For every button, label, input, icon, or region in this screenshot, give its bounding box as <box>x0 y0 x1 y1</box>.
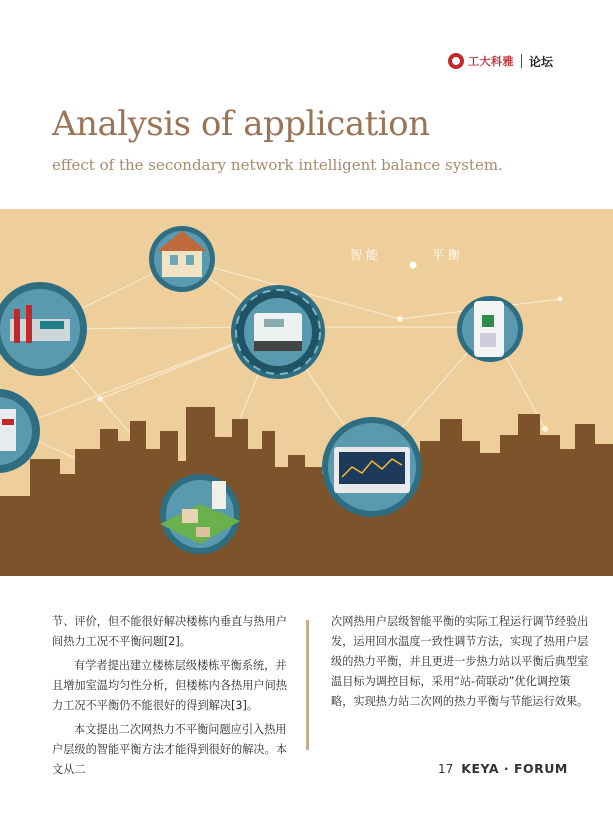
paragraph: 本文提出二次网热力不平衡问题应引入热用户层级的智能平衡方法才能得到很好的解决。本文从二 <box>52 723 287 776</box>
brand-name: 工大科雅 <box>468 55 514 68</box>
logo-separator <box>521 54 522 68</box>
body-column-left <box>52 612 292 784</box>
controller-icon <box>457 296 523 362</box>
page-number: 17 <box>438 761 454 776</box>
paragraph: 有学者提出建立楼栋层级楼栋平衡系统，并且增加室温均匀性分析，但楼栋内各热用户间热力工况不平衡仍不能很好的得到解决[3]。 <box>52 659 287 712</box>
monitoring-screen-icon <box>322 417 422 517</box>
column-divider <box>306 620 309 750</box>
illustration-banner <box>0 209 613 576</box>
label-dot <box>410 262 417 269</box>
paragraph: 次网热用户层级智能平衡的实际工程运行调节经验出发，运用回水温度一致性调节方法，实现了热用户层级的热力平衡，并且更进一步热力站以平衡后典型室温目标为调控目标，采用“站-荷联动”优化调控策略，实现热力站二次网的热力平衡与节能运行效果。 <box>331 615 589 708</box>
footer-brand: KEYA · FORUM <box>461 761 568 776</box>
brand-logo <box>448 50 553 72</box>
label-intelligent: 智 能 <box>350 248 378 262</box>
page-footer <box>438 761 568 776</box>
house-icon <box>149 226 215 292</box>
logo-icon <box>448 53 464 69</box>
page-subtitle: effect of the secondary network intelligent balance system. <box>52 156 503 174</box>
heat-meter-icon <box>231 285 325 379</box>
section-label: 论坛 <box>529 54 554 69</box>
body-column-right <box>331 612 591 716</box>
community-icon <box>160 474 240 554</box>
paragraph: 节、评价，但不能很好解决楼栋内垂直与热用户间热力工况不平衡问题[2]。 <box>52 615 287 648</box>
page-title: Analysis of application <box>52 104 430 144</box>
label-balance: 平 衡 <box>432 248 460 262</box>
